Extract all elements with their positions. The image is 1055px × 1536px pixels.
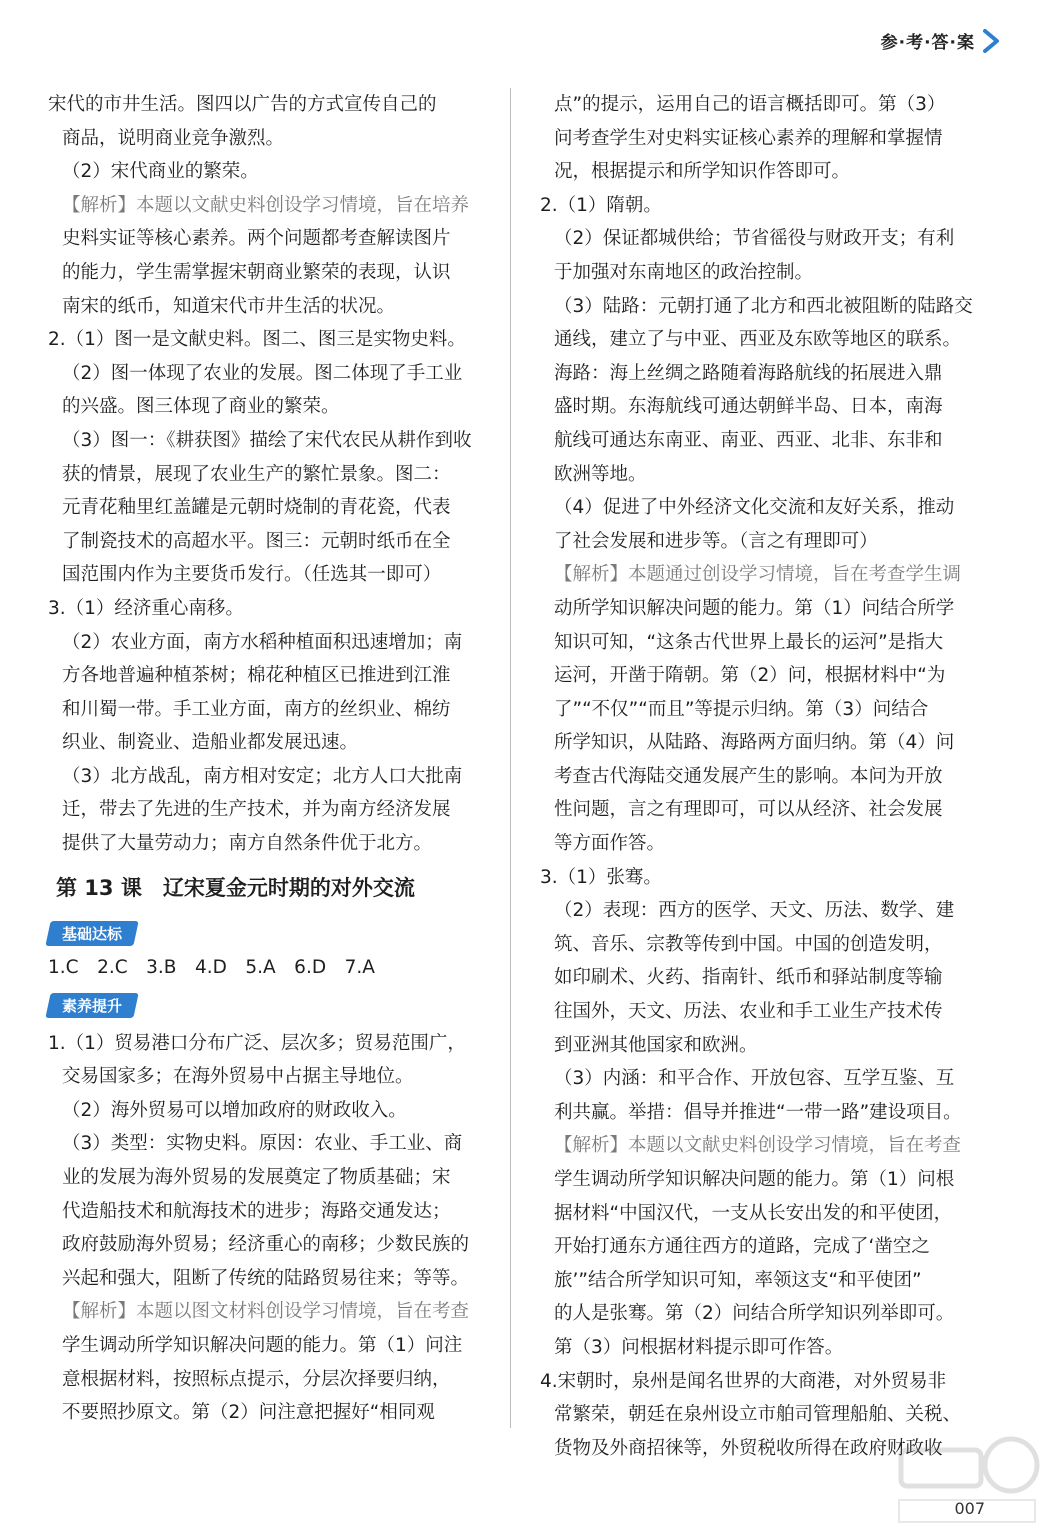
- section-badge-row: [48, 987, 498, 1021]
- text-line: 筑、音乐、宗教等传到中国。中国的创造发明，: [554, 933, 943, 955]
- text-line: 常繁荣，朝廷在泉州设立市舶司管理船舶、关税、: [554, 1404, 962, 1426]
- text-line: （4）促进了中外经济文化交流和友好关系，推动: [554, 497, 955, 519]
- text-line: 如印刷术、火药、指南针、纸币和驿站制度等输: [554, 967, 943, 989]
- analysis-line: 【解析】本题以文献史料创设学习情境，旨在培养: [62, 194, 470, 216]
- question-start: 4.宋朝时，泉州是闻名世界的大商港，对外贸易非: [540, 1370, 947, 1392]
- text-line: 学生调动所学知识解决问题的能力。第（1）问根: [554, 1169, 955, 1190]
- left-question-1: [48, 1027, 498, 1430]
- text-line: 交易国家多；在海外贸易中占据主导地位。: [62, 1066, 414, 1088]
- lesson-title: 第 13 课 辽宋夏金元时期的对外交流: [56, 875, 415, 900]
- text-line: 于加强对东南地区的政治控制。: [554, 261, 814, 283]
- text-line: 商品，说明商业竞争激烈。: [62, 127, 285, 149]
- text-line: 业的发展为海外贸易的发展奠定了物质基础；宋: [62, 1167, 451, 1189]
- column-divider: [510, 88, 511, 1428]
- text-line: 到亚洲其他国家和欧洲。: [554, 1034, 758, 1056]
- text-line: 利共赢。举措：倡导并推进“一带一路”建设项目。: [554, 1101, 962, 1123]
- text-line: 了制瓷技术的高超水平。图三：元朝时纸币在全: [62, 530, 451, 552]
- text-line: （3）类型：实物史料。原因：农业、手工业、商: [62, 1133, 463, 1155]
- text-line: 据材料“中国汉代，一支从长安出发的和平使团，: [554, 1202, 953, 1224]
- question-start: 3.（1）张骞。: [540, 866, 662, 888]
- text-line: 货物及外商招徕等，外贸税收所得在政府财政收: [554, 1437, 943, 1459]
- text-line: 意根据材料，按照标点提示，分层次择要归纳，: [62, 1368, 451, 1390]
- text-line: 和川蜀一带。手工业方面，南方的丝织业、棉纺: [62, 698, 451, 720]
- right-block1: [540, 88, 990, 189]
- text-line: 欧洲等地。: [554, 463, 647, 485]
- text-line: （2）宋代商业的繁荣。: [62, 161, 259, 183]
- text-line: 获的情景，展现了农业生产的繁忙景象。图二：: [62, 463, 451, 485]
- text-line: 运河，开凿于隋朝。第（2）问，根据材料中“为: [554, 665, 946, 687]
- text-line: 织业、制瓷业、造船业都发展迅速。: [62, 732, 359, 754]
- section-badge-advanced: [45, 993, 138, 1018]
- text-line: （2）图一体现了农业的发展。图二体现了手工业: [62, 362, 463, 384]
- text-line: 不要照抄原文。第（2）问注意把握好“相同观: [62, 1402, 435, 1424]
- text-line: 宋代的市井生活。图四以广告的方式宣传自己的: [48, 94, 437, 115]
- text-line: 迁，带去了先进的生产技术，并为南方经济发展: [62, 799, 451, 821]
- text-line: 兴起和强大，阻断了传统的陆路贸易往来；等等。: [62, 1267, 470, 1289]
- text-line: 政府鼓励海外贸易；经济重心的南移；少数民族的: [62, 1234, 470, 1256]
- analysis-line: 【解析】本题以文献史料创设学习情境，旨在考查: [554, 1135, 962, 1157]
- text-line: （2）海外贸易可以增加政府的财政收入。: [62, 1099, 407, 1121]
- text-line: （3）内涵：和平合作、开放包容、互学互鉴、互: [554, 1068, 955, 1090]
- right-question-2: [540, 189, 990, 861]
- text-line: 的人是张骞。第（2）问结合所学知识列举即可。: [554, 1303, 955, 1325]
- text-line: 问考查学生对史料实证核心素养的理解和掌握情: [554, 127, 943, 149]
- section-badge-row: [48, 915, 498, 949]
- question-start: 1.（1）贸易港口分布广泛、层次多；贸易范围广，: [48, 1032, 466, 1054]
- left-column: [48, 88, 498, 1430]
- text-line: 考查古代海陆交通发展产生的影响。本问为开放: [554, 765, 943, 787]
- text-line: 方各地普遍种植茶树；棉花种植区已推进到江淮: [62, 665, 451, 687]
- text-line: 点”的提示，运用自己的语言概括即可。第（3）: [554, 94, 946, 115]
- text-line: 史料实证等核心素养。两个问题都考查解读图片: [62, 228, 451, 250]
- left-question-3: [48, 592, 498, 861]
- text-line: （2）农业方面，南方水稻种植面积迅速增加；南: [62, 631, 463, 653]
- text-line: 提供了大量劳动力；南方自然条件优于北方。: [62, 833, 433, 855]
- text-line: 国范围内作为主要货币发行。（任选其一即可）: [62, 564, 442, 586]
- text-line: （2）保证都城供给；节省徭役与财政开支；有利: [554, 228, 955, 250]
- question-start: 2.（1）图一是文献史料。图二、图三是实物史料。: [48, 329, 466, 351]
- text-line: 代造船技术和航海技术的进步；海路交通发达；: [62, 1200, 451, 1222]
- text-line: （3）陆路：元朝打通了北方和西北被阻断的陆路交: [554, 295, 973, 317]
- analysis-line: 【解析】本题以图文材料创设学习情境，旨在考查: [62, 1301, 470, 1323]
- text-line: 第（3）问根据材料提示即可作答。: [554, 1336, 844, 1358]
- text-line: 了社会发展和进步等。（言之有理即可）: [554, 530, 878, 552]
- section-badge-basic: [45, 921, 138, 946]
- text-line: 所学知识，从陆路、海路两方面归纳。第（4）问: [554, 732, 955, 754]
- text-line: 旅’”结合所学知识可知，率领这支“和平使团”: [554, 1269, 922, 1291]
- question-start: 3.（1）经济重心南移。: [48, 597, 244, 619]
- header-title: 参·考·答·案: [880, 33, 975, 53]
- text-line: 盛时期。东海航线可通达朝鲜半岛、日本，南海: [554, 396, 943, 418]
- text-line: 性问题，言之有理即可，可以从经济、社会发展: [554, 799, 943, 821]
- text-line: 知识可知，“这条古代世界上最长的运河”是指大: [554, 631, 944, 653]
- text-line: 元青花釉里红盖罐是元朝时烧制的青花瓷，代表: [62, 497, 451, 519]
- text-line: 动所学知识解决问题的能力。第（1）问结合所学: [554, 597, 955, 619]
- text-line: （2）表现：西方的医学、天文、历法、数学、建: [554, 900, 955, 922]
- text-line: 况，根据提示和所学知识作答即可。: [554, 161, 851, 183]
- badge-label: 素养提升: [62, 996, 123, 1015]
- left-block1: [48, 88, 498, 323]
- badge-label: 基础达标: [62, 924, 123, 943]
- question-start: 2.（1）隋朝。: [540, 194, 662, 216]
- text-line: 往国外，天文、历法、农业和手工业生产技术传: [554, 1001, 943, 1023]
- right-question-3: [540, 861, 990, 1365]
- text-line: 开始打通东方通往西方的道路，完成了‘凿空之: [554, 1236, 930, 1258]
- text-line: 通线，建立了与中亚、西亚及东欧等地区的联系。: [554, 329, 962, 351]
- text-line: 的兴盛。图三体现了商业的繁荣。: [62, 396, 340, 418]
- analysis-line: 【解析】本题通过创设学习情境，旨在考查学生调: [554, 564, 962, 586]
- text-line: 学生调动所学知识解决问题的能力。第（1）问注: [62, 1335, 463, 1356]
- left-question-2: [48, 323, 498, 592]
- text-line: 海路：海上丝绸之路随着海路航线的拓展进入鼎: [554, 362, 943, 384]
- text-line: 南宋的纸币，知道宋代市井生活的状况。: [62, 295, 396, 317]
- text-line: 的能力，学生需掌握宋朝商业繁荣的表现，认识: [62, 261, 451, 283]
- right-column: [540, 88, 990, 1465]
- multiple-choice-answers: 1.C 2.C 3.B 4.D 5.A 6.D 7.A: [48, 956, 375, 978]
- page-number: 007: [954, 1499, 985, 1518]
- chevron-right-icon: [981, 29, 1007, 53]
- text-line: 等方面作答。: [554, 833, 666, 855]
- text-line: （3）北方战乱，南方相对安定；北方人口大批南: [62, 765, 463, 787]
- watermark-logo: [891, 1430, 1041, 1530]
- text-line: 航线可通达东南亚、南亚、西亚、北非、东非和: [554, 429, 943, 451]
- text-line: （3）图一：《耕获图》描绘了宋代农民从耕作到收: [62, 429, 472, 451]
- page-header: [881, 28, 1007, 53]
- text-line: 了”“不仅”“而且”等提示归纳。第（3）问结合: [554, 698, 929, 720]
